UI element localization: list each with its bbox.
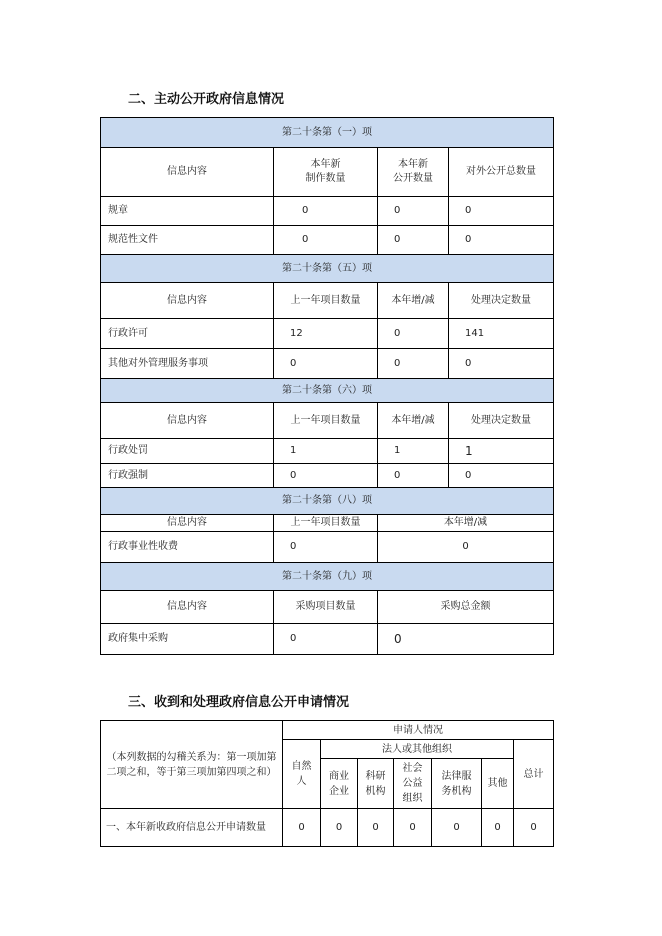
row1-label: 一、本年新收政府信息公开申请数量 bbox=[101, 809, 283, 847]
art6-row-name: 行政处罚 bbox=[101, 439, 274, 464]
art6-row-name: 行政强制 bbox=[101, 464, 274, 488]
art8-row-name: 行政事业性收费 bbox=[101, 532, 274, 563]
art5-title: 第二十条第（五）项 bbox=[101, 255, 554, 283]
art6-cell: 0 bbox=[274, 464, 378, 488]
art1-cell: 0 bbox=[274, 226, 378, 255]
art6-cell: 0 bbox=[378, 464, 449, 488]
art1-cell: 0 bbox=[449, 226, 554, 255]
col-research: 科研 机构 bbox=[358, 759, 394, 809]
art5-header-prev: 上一年项目数量 bbox=[274, 283, 378, 319]
art6-cell: 1 bbox=[274, 439, 378, 464]
row1-cell: 0 bbox=[514, 809, 554, 847]
art1-title: 第二十条第（一）项 bbox=[101, 118, 554, 148]
art6-cell: 0 bbox=[449, 464, 554, 488]
art6-header-decisions: 处理决定数量 bbox=[449, 403, 554, 439]
section2-heading: 二、主动公开政府信息情况 bbox=[128, 92, 285, 107]
col-legal-service: 法律服 务机构 bbox=[432, 759, 482, 809]
art1-header-new-made: 本年新 制作数量 bbox=[274, 148, 378, 197]
row1-cell: 0 bbox=[283, 809, 321, 847]
art8-cell: 0 bbox=[274, 532, 378, 563]
art6-cell: 1 bbox=[449, 439, 554, 464]
art5-header-change: 本年增/减 bbox=[378, 283, 449, 319]
art6-header-prev: 上一年项目数量 bbox=[274, 403, 378, 439]
art6-cell: 1 bbox=[378, 439, 449, 464]
row1-cell: 0 bbox=[358, 809, 394, 847]
art1-header-content: 信息内容 bbox=[101, 148, 274, 197]
art8-title: 第二十条第（八）项 bbox=[101, 488, 554, 515]
art5-header-content: 信息内容 bbox=[101, 283, 274, 319]
art9-cell: 0 bbox=[274, 624, 378, 655]
art5-row-name: 其他对外管理服务事项 bbox=[101, 349, 274, 379]
art1-cell: 0 bbox=[378, 226, 449, 255]
art9-header-amount: 采购总金额 bbox=[378, 591, 554, 624]
art5-row-name: 行政许可 bbox=[101, 319, 274, 349]
art6-title: 第二十条第（六）项 bbox=[101, 379, 554, 403]
col-other: 其他 bbox=[482, 759, 514, 809]
art1-header-total: 对外公开总数量 bbox=[449, 148, 554, 197]
art1-cell: 0 bbox=[449, 197, 554, 226]
art6-header-content: 信息内容 bbox=[101, 403, 274, 439]
legal-entity-header: 法人或其他组织 bbox=[321, 740, 514, 759]
art9-title: 第二十条第（九）项 bbox=[101, 563, 554, 591]
art8-header-prev: 上一年项目数量 bbox=[274, 515, 378, 532]
applicant-header: 申请人情况 bbox=[283, 721, 554, 740]
art1-row-name: 规章 bbox=[101, 197, 274, 226]
art1-row-name: 规范性文件 bbox=[101, 226, 274, 255]
art1-header-new-published: 本年新 公开数量 bbox=[378, 148, 449, 197]
section3-heading: 三、收到和处理政府信息公开申请情况 bbox=[128, 695, 350, 710]
art8-header-content: 信息内容 bbox=[101, 515, 274, 532]
art5-cell: 0 bbox=[449, 349, 554, 379]
calc-note: （本列数据的勾稽关系为：第一项加第二项之和，等于第三项加第四项之和） bbox=[101, 721, 283, 809]
row1-cell: 0 bbox=[432, 809, 482, 847]
art1-cell: 0 bbox=[274, 197, 378, 226]
row1-cell: 0 bbox=[394, 809, 432, 847]
art5-cell: 0 bbox=[378, 319, 449, 349]
art9-row-name: 政府集中采购 bbox=[101, 624, 274, 655]
art9-header-content: 信息内容 bbox=[101, 591, 274, 624]
art6-header-change: 本年增/减 bbox=[378, 403, 449, 439]
art5-cell: 0 bbox=[274, 349, 378, 379]
row1-cell: 0 bbox=[321, 809, 358, 847]
art9-cell: 0 bbox=[378, 624, 554, 655]
art5-cell: 0 bbox=[378, 349, 449, 379]
col-total: 总计 bbox=[514, 740, 554, 809]
proactive-disclosure-table bbox=[100, 117, 554, 655]
art5-cell: 12 bbox=[274, 319, 378, 349]
art9-header-count: 采购项目数量 bbox=[274, 591, 378, 624]
art8-header-change: 本年增/减 bbox=[378, 515, 554, 532]
application-table bbox=[100, 720, 554, 847]
art1-cell: 0 bbox=[378, 197, 449, 226]
col-public-welfare: 社会 公益 组织 bbox=[394, 759, 432, 809]
art5-cell: 141 bbox=[449, 319, 554, 349]
col-natural-person: 自然 人 bbox=[283, 740, 321, 809]
col-commercial: 商业 企业 bbox=[321, 759, 358, 809]
art5-header-decisions: 处理决定数量 bbox=[449, 283, 554, 319]
art8-cell: 0 bbox=[378, 532, 554, 563]
row1-cell: 0 bbox=[482, 809, 514, 847]
